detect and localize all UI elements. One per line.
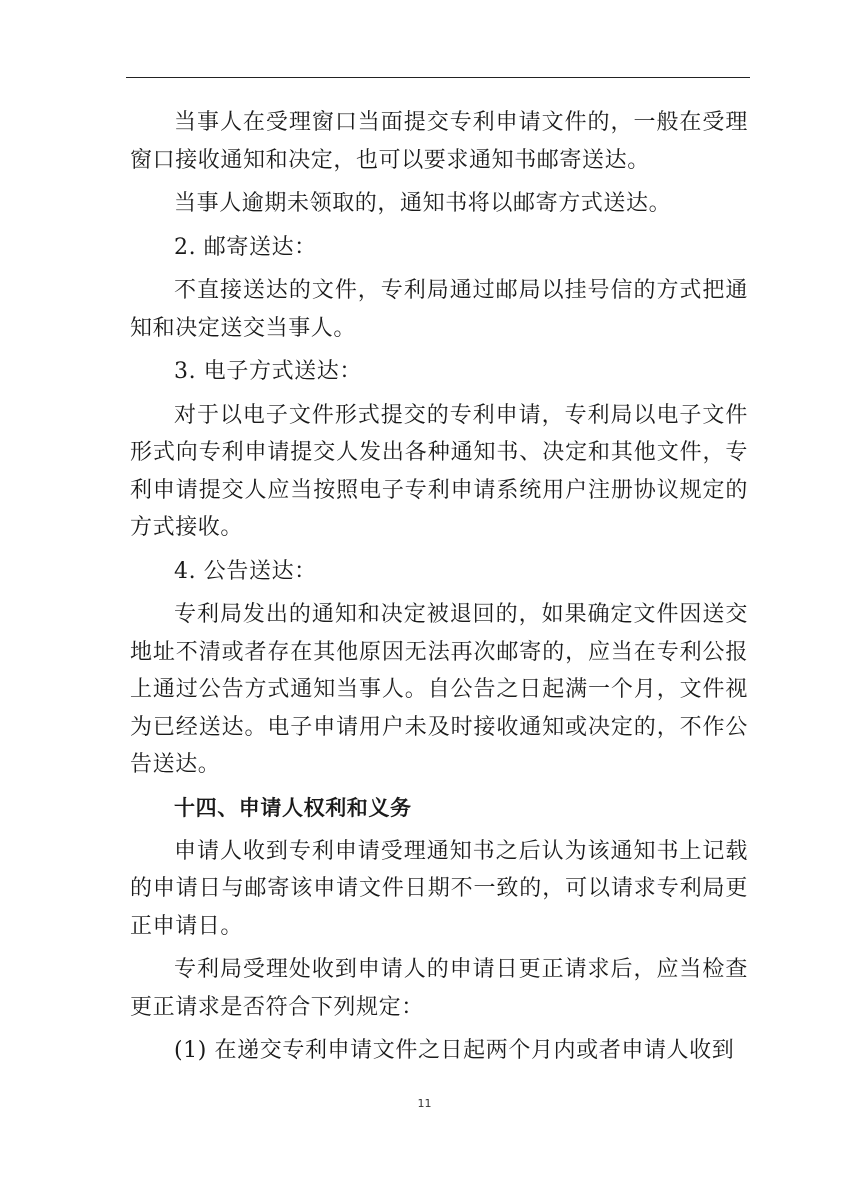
page-number: 11 <box>417 1097 432 1110</box>
section-heading: 十四、申请人权利和义务 <box>174 795 412 820</box>
paragraph-correction-check: 专利局受理处收到申请人的申请日更正请求后，应当检查更正请求是否符合下列规定： <box>130 957 748 1020</box>
paragraph-mail-delivery: 不直接送达的文件，专利局通过邮局以挂号信的方式把通知和决定送交当事人。 <box>130 278 748 341</box>
paragraph-electronic-delivery: 对于以电子文件形式提交的专利申请，专利局以电子文件形式向专利申请提交人发出各种通知书、决定和其他文件，专利申请提交人应当按照电子专利申请系统用户注册协议规定的方式接收。 <box>130 402 748 540</box>
paragraph-announcement-delivery: 专利局发出的通知和决定被退回的，如果确定文件因送交地址不清或者存在其他原因无法再次邮寄的，应当在专利公报上通过公告方式通知当事人。自公告之日起满一个月，文件视为已经送达。电子申请用户未及时接收通知或决定的，不作公告送达。 <box>130 602 748 777</box>
paragraph-overdue: 当事人逾期未领取的，通知书将以邮寄方式送达。 <box>174 191 672 216</box>
document-body <box>130 104 748 1076</box>
paragraph-window-delivery: 当事人在受理窗口当面提交专利申请文件的，一般在受理窗口接收通知和决定，也可以要求通知书邮寄送达。 <box>130 110 748 173</box>
subheading-mail-delivery: 2. 邮寄送达： <box>174 234 317 260</box>
header-rule <box>126 77 750 78</box>
subheading-electronic-delivery: 3. 电子方式送达： <box>174 359 362 384</box>
paragraph-filing-date-correction: 申请人收到专利申请受理通知书之后认为该通知书上记载的申请日与邮寄该申请文件日期不一致的，可以请求专利局更正申请日。 <box>130 838 748 939</box>
paragraph-rule-1: (1) 在递交专利申请文件之日起两个月内或者申请人收到 <box>174 1038 735 1063</box>
subheading-announcement-delivery: 4. 公告送达： <box>174 558 317 584</box>
